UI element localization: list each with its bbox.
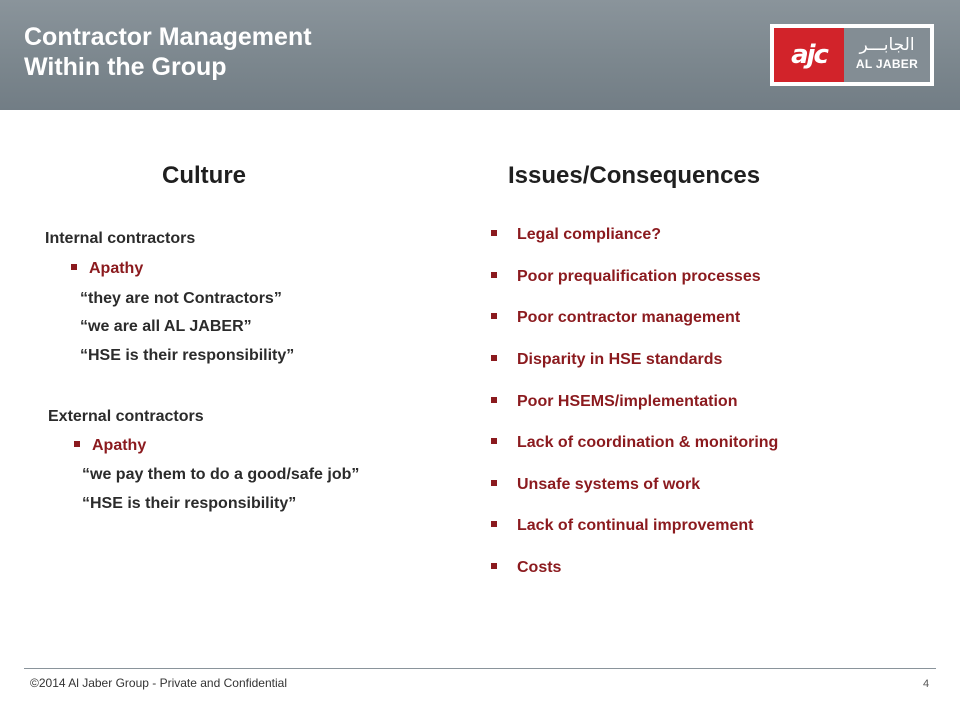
square-bullet-icon [491, 355, 497, 361]
square-bullet-icon [491, 230, 497, 236]
square-bullet-icon [491, 397, 497, 403]
external-apathy-text: Apathy [92, 437, 147, 454]
logo-latin-text: AL JABER [855, 57, 919, 71]
square-bullet-icon [491, 313, 497, 319]
external-quote-1: “we pay them to do a good/safe job” [82, 466, 360, 483]
square-bullet-icon [74, 441, 80, 447]
external-apathy-bullet [74, 437, 146, 455]
square-bullet-icon [491, 480, 497, 486]
external-quote-2: “HSE is their responsibility” [82, 495, 297, 512]
logo-mark: ajc [791, 40, 827, 70]
page-title-line1: Contractor Management [24, 23, 312, 51]
issues-heading: Issues/Consequences [508, 162, 761, 189]
internal-apathy-bullet [71, 260, 143, 278]
culture-heading: Culture [162, 162, 246, 189]
issue-item: Costs [491, 559, 561, 577]
square-bullet-icon [491, 272, 497, 278]
issue-item: Poor prequalification processes [491, 268, 761, 286]
square-bullet-icon [491, 438, 497, 444]
logo-arabic-text: الجابـــر [859, 35, 915, 55]
page-title [24, 22, 312, 82]
issues-list [491, 0, 931, 600]
internal-quote-1: “they are not Contractors” [80, 290, 282, 307]
internal-contractors-label: Internal contractors [45, 230, 196, 247]
square-bullet-icon [491, 563, 497, 569]
square-bullet-icon [71, 264, 77, 270]
issue-item: Poor HSEMS/implementation [491, 393, 737, 411]
issue-item: Unsafe systems of work [491, 476, 700, 494]
footer-divider [24, 668, 936, 669]
issue-item: Disparity in HSE standards [491, 351, 722, 369]
issue-item: Lack of continual improvement [491, 517, 753, 535]
internal-quote-2: “we are all AL JABER” [80, 318, 252, 335]
internal-quote-3: “HSE is their responsibility” [80, 347, 295, 364]
issue-item: Lack of coordination & monitoring [491, 434, 778, 452]
external-contractors-label: External contractors [48, 408, 204, 425]
issue-item: Legal compliance? [491, 226, 661, 244]
page-title-line2: Within the Group [24, 53, 227, 81]
page-number: 4 [923, 678, 930, 690]
square-bullet-icon [491, 521, 497, 527]
issue-item: Poor contractor management [491, 309, 740, 327]
internal-apathy-text: Apathy [89, 260, 144, 277]
footer-copyright: ©2014 Al Jaber Group - Private and Confidential [30, 676, 287, 690]
